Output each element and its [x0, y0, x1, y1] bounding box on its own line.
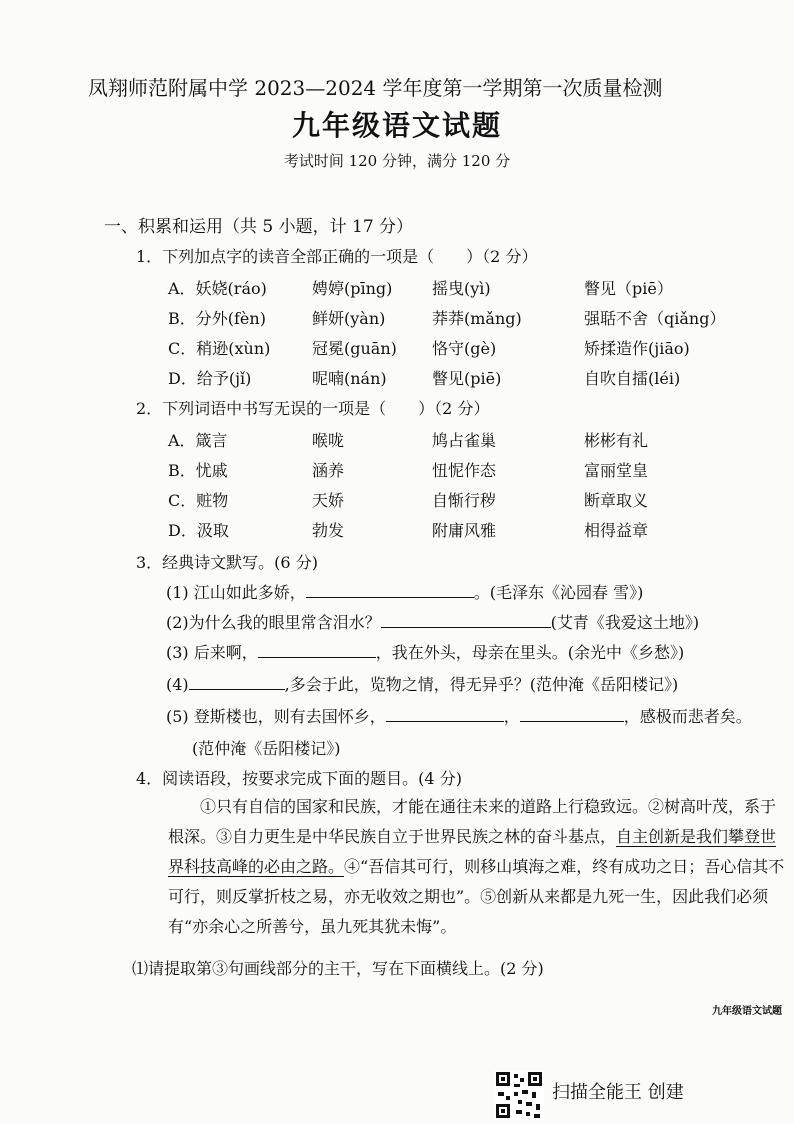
q2-option-a-1: A．箴言 [168, 431, 228, 450]
q1-option-c-1: C．稍逊(xùn) [168, 339, 271, 358]
q3-line-1-prompt: (1) 江山如此多娇， [166, 583, 306, 602]
q3-blank-2[interactable] [381, 611, 551, 628]
q3-line-5-sep: ， [503, 707, 520, 726]
q3-line-1-source: 。(毛泽东《沁园春 雪》) [473, 583, 644, 602]
exam-title: 九年级语文试题 [291, 109, 502, 142]
section-title: 一、积累和运用（共 5 小题，计 17 分） [104, 217, 414, 237]
q3-line-3-source: ，我在外头，母亲在里头。(余光中《乡愁》) [375, 643, 685, 662]
q3-blank-5[interactable] [386, 705, 504, 722]
q3-line-5-end: ，感极而悲者矣。 [623, 707, 752, 726]
q3-line-3-prompt: (3) 后来啊， [166, 643, 258, 662]
q3-line-6-source: (范仲淹《岳阳楼记》) [192, 739, 341, 758]
q2-option-b-2: 涵养 [312, 461, 345, 480]
q3-line-4-prompt: (4) [166, 675, 189, 694]
qr-code-icon [494, 1070, 544, 1120]
passage-part-2: ④“吾信其可行，则移山填海之难，终有成功之日；吾心信其不可行，则反掌折枝之易，亦无收效之期也”。⑤创新从来都是九死一生，因此我们必须有“亦余心之所善兮，虽九死其犹未悔”。 [168, 857, 785, 936]
q3-blank-3[interactable] [258, 641, 376, 658]
q1-option-b-3: 莽莽(mǎng) [432, 309, 522, 328]
q2-option-d-1: D．汲取 [168, 521, 229, 540]
q1-option-a-1: A．妖娆(ráo) [168, 279, 267, 298]
q2-option-b-3: 忸怩作态 [432, 461, 497, 480]
question-4-sub-1: ⑴请提取第③句画线部分的主干，写在下面横线上。(2 分) [132, 959, 544, 978]
q3-blank-6[interactable] [520, 705, 624, 722]
question-4-stem: 4．阅读语段，按要求完成下面的题目。(4 分) [136, 769, 462, 788]
q3-blank-4[interactable] [189, 673, 285, 690]
q1-option-c-2: 冠冕(guān) [312, 339, 397, 358]
q2-option-b-1: B．忧戚 [168, 461, 228, 480]
q2-option-c-2: 天娇 [312, 491, 345, 510]
q2-option-a-4: 彬彬有礼 [584, 431, 649, 450]
question-3-stem: 3．经典诗文默写。(6 分) [136, 553, 318, 572]
question-1-stem: 1．下列加点字的读音全部正确的一项是（ ）（2 分） [136, 247, 538, 266]
q2-option-d-4: 相得益章 [584, 521, 649, 540]
scanner-watermark: 扫描全能王 创建 [552, 1082, 684, 1103]
q1-option-d-4: 自吹自擂(léi) [584, 369, 681, 388]
q3-line-3 [166, 640, 684, 663]
q1-option-b-1: B．分外(fèn) [168, 309, 266, 328]
passage-part-1: ①只有自信的国家和民族，才能在通往未来的道路上行稳致远。②树高叶茂，系于根深。③自力更生是中华民族自立于世界民族之林的奋斗基点， [168, 797, 777, 846]
q1-option-d-3: 瞥见(piē) [432, 369, 502, 388]
q1-option-a-4: 瞥见（piē） [584, 279, 673, 298]
question-2-stem: 2．下列词语中书写无误的一项是（ ）（2 分） [136, 399, 490, 418]
q2-option-a-2: 喉咙 [312, 431, 345, 450]
q2-option-c-4: 断章取义 [584, 491, 649, 510]
q2-option-d-3: 附庸风雅 [432, 521, 497, 540]
q3-line-2-source: (艾青《我爱这土地》) [550, 613, 700, 632]
q2-option-c-1: C．赃物 [168, 491, 229, 510]
school-title: 凤翔师范附属中学 2023—2024 学年度第一学期第一次质量检测 [88, 76, 663, 100]
q2-option-d-2: 勃发 [312, 521, 345, 540]
q3-line-1 [166, 580, 643, 603]
q3-line-4-source: ,多会于此，览物之情，得无异乎？(范仲淹《岳阳楼记》) [284, 675, 679, 694]
q1-option-c-3: 恪守(gè) [432, 339, 497, 358]
q2-option-b-4: 富丽堂皇 [584, 461, 649, 480]
q3-line-4 [166, 672, 678, 695]
reading-passage [168, 792, 788, 942]
q3-line-5 [166, 704, 752, 727]
q1-option-c-4: 矫揉造作(jiāo) [584, 339, 690, 358]
q1-option-b-4: 强聒不舍（qiǎng） [584, 309, 726, 328]
q2-option-c-3: 自惭行秽 [432, 491, 497, 510]
q1-option-d-2: 呢喃(nán) [312, 369, 387, 388]
passage-underlined-sentence: 自主创新是我们攀登世界科技高峰的必由之路。 [168, 827, 777, 876]
exam-info: 考试时间 120 分钟，满分 120 分 [283, 152, 511, 170]
q1-option-a-3: 摇曳(yì) [432, 279, 491, 298]
q2-option-a-3: 鸠占雀巢 [432, 431, 497, 450]
q3-blank-1[interactable] [306, 581, 474, 598]
q3-line-2 [166, 610, 699, 633]
q3-line-5-prompt: (5) 登斯楼也，则有去国怀乡， [166, 707, 386, 726]
q1-option-d-1: D．给予(jǐ) [168, 369, 252, 388]
q3-line-2-prompt: (2)为什么我的眼里常含泪水？ [166, 613, 381, 632]
q1-option-b-2: 鲜妍(yàn) [312, 309, 386, 328]
page-footer-label: 九年级语文试题 [712, 1006, 782, 1017]
q1-option-a-2: 娉婷(pīng) [312, 279, 393, 298]
